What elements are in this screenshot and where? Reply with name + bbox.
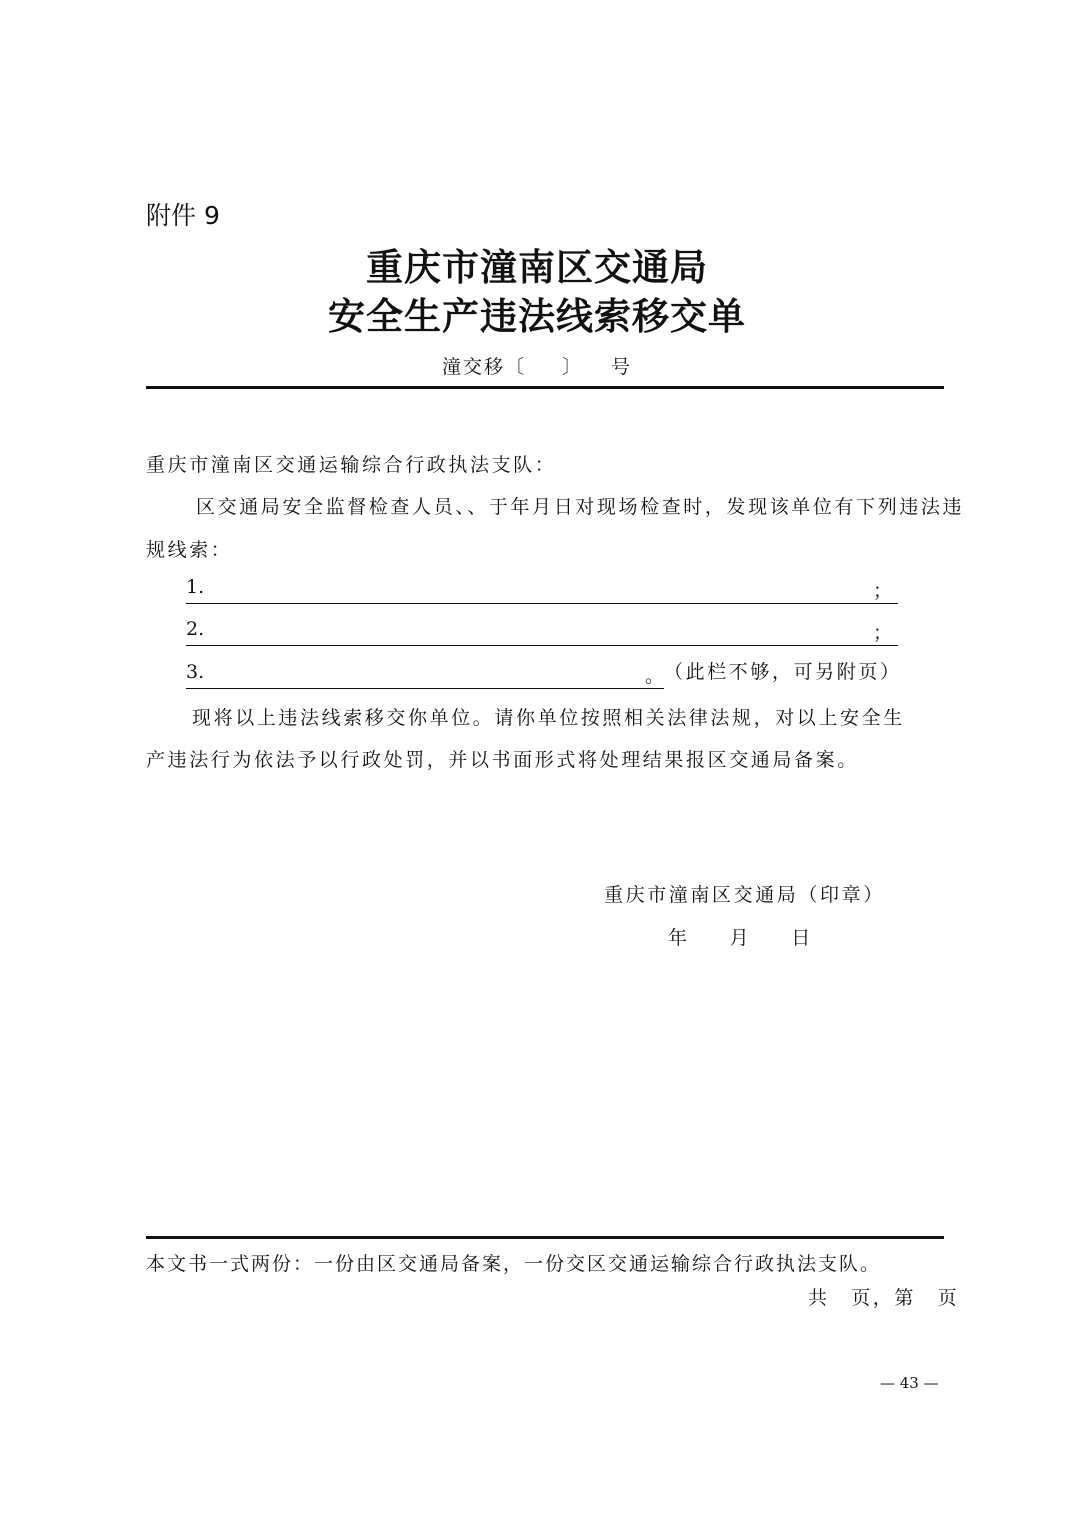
clue-2-blank-line[interactable] <box>186 618 898 646</box>
total-pages: 共 页， <box>808 1287 895 1309</box>
clue-1-end: ； <box>872 580 892 602</box>
attachment-label: 附件 9 <box>146 201 220 230</box>
date-month: 月 <box>729 927 752 949</box>
addressee: 重庆市潼南区交通运输综合行政执法支队： <box>146 454 557 476</box>
issuing-organization-seal: 重庆市潼南区交通局（印章） <box>604 884 885 906</box>
document-title-line-2: 安全生产违法线索移交单 <box>328 295 746 338</box>
doc-number-suffix: 号 <box>611 356 633 378</box>
clue-3-number: 3. <box>186 661 205 683</box>
clue-2-number: 2. <box>186 618 205 640</box>
clue-1-number: 1. <box>186 576 205 598</box>
paragraph-2-line-1: 现将以上违法线索移交你单位。请你单位按照相关法律法规，对以上安全生 <box>192 707 905 729</box>
paragraph-1-line-1: 区交通局安全监督检查人员、、于年月日对现场检查时，发现该单位有下列违法违 <box>196 496 965 518</box>
clue-2-end: ； <box>872 622 892 644</box>
current-page: 第 页 <box>894 1287 960 1309</box>
clue-3-note: （此栏不够，可另附页） <box>664 661 902 683</box>
clue-3-blank-line[interactable] <box>186 661 664 689</box>
doc-number-bracket-close: 〕 <box>561 356 583 378</box>
signature-date <box>668 923 813 950</box>
paragraph-1-line-2: 规线索： <box>146 539 233 561</box>
clue-item-2 <box>186 618 898 646</box>
date-day: 日 <box>791 927 813 949</box>
footer-note: 本文书一式两份：一份由区交通局备案，一份交区交通运输综合行政执法支队。 <box>146 1253 882 1275</box>
header-divider <box>146 386 944 389</box>
footer-divider <box>146 1236 944 1239</box>
document-number <box>0 352 1074 379</box>
clue-item-3 <box>186 657 902 689</box>
paragraph-2-line-2: 产违法行为依法予以行政处罚，并以书面形式将处理结果报区交通局备案。 <box>146 749 859 771</box>
page-number: — 43 — <box>880 1374 939 1392</box>
doc-number-prefix: 潼交移〔 <box>441 356 526 378</box>
date-year: 年 <box>668 927 690 949</box>
clue-item-1 <box>186 576 898 604</box>
document-title-line-1: 重庆市潼南区交通局 <box>366 246 708 289</box>
page-count <box>808 1283 959 1310</box>
clue-1-blank-line[interactable] <box>186 576 898 604</box>
clue-3-end: 。 <box>644 665 664 687</box>
